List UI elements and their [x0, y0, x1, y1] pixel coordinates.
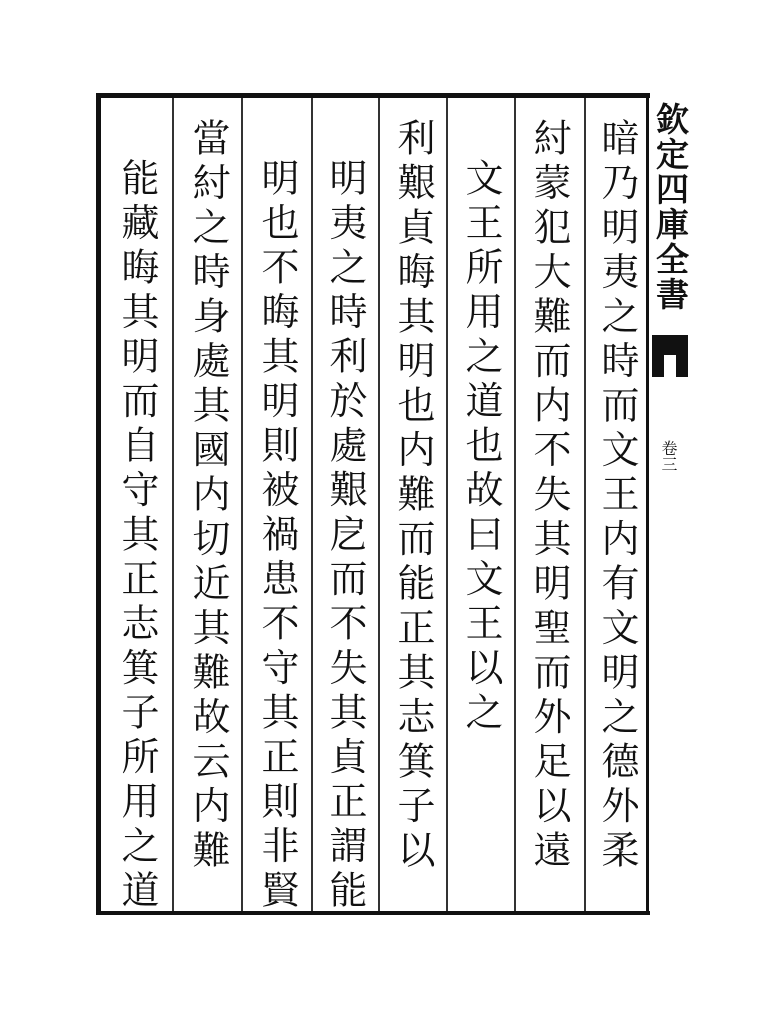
column-rule: [172, 98, 174, 911]
text-column-4: 利艱貞晦其明也内難而能正其志箕子以: [391, 118, 435, 875]
text-column-3: 文王所用之道也故曰文王以之: [459, 158, 503, 737]
text-column-8: 能藏晦其明而自守其正志箕子所用之道: [115, 158, 159, 915]
column-rule: [584, 98, 586, 911]
frame-top-border: [96, 93, 650, 98]
column-rule: [311, 98, 313, 911]
juan-number: 卷三: [659, 440, 678, 472]
text-column-1: 暗乃明夷之時而文王内有文明之德外柔: [595, 118, 639, 875]
text-column-2: 紂蒙犯大難而内不失其明聖而外足以遠: [527, 118, 571, 875]
text-column-6: 明也不晦其明則被禍患不守其正則非賢: [255, 158, 299, 915]
book-title: 欽定四庫全書: [651, 102, 690, 312]
fish-tail-notch: [664, 355, 676, 377]
column-rule: [241, 98, 243, 911]
frame-left-border: [96, 93, 101, 915]
column-rule: [514, 98, 516, 911]
text-column-5: 明夷之時利於處艱戹而不失其貞正謂能: [323, 158, 367, 915]
column-rule: [446, 98, 448, 911]
frame-right-border: [646, 93, 649, 915]
column-rule: [378, 98, 380, 911]
text-column-7: 當紂之時身處其國内切近其難故云内難: [186, 118, 230, 875]
